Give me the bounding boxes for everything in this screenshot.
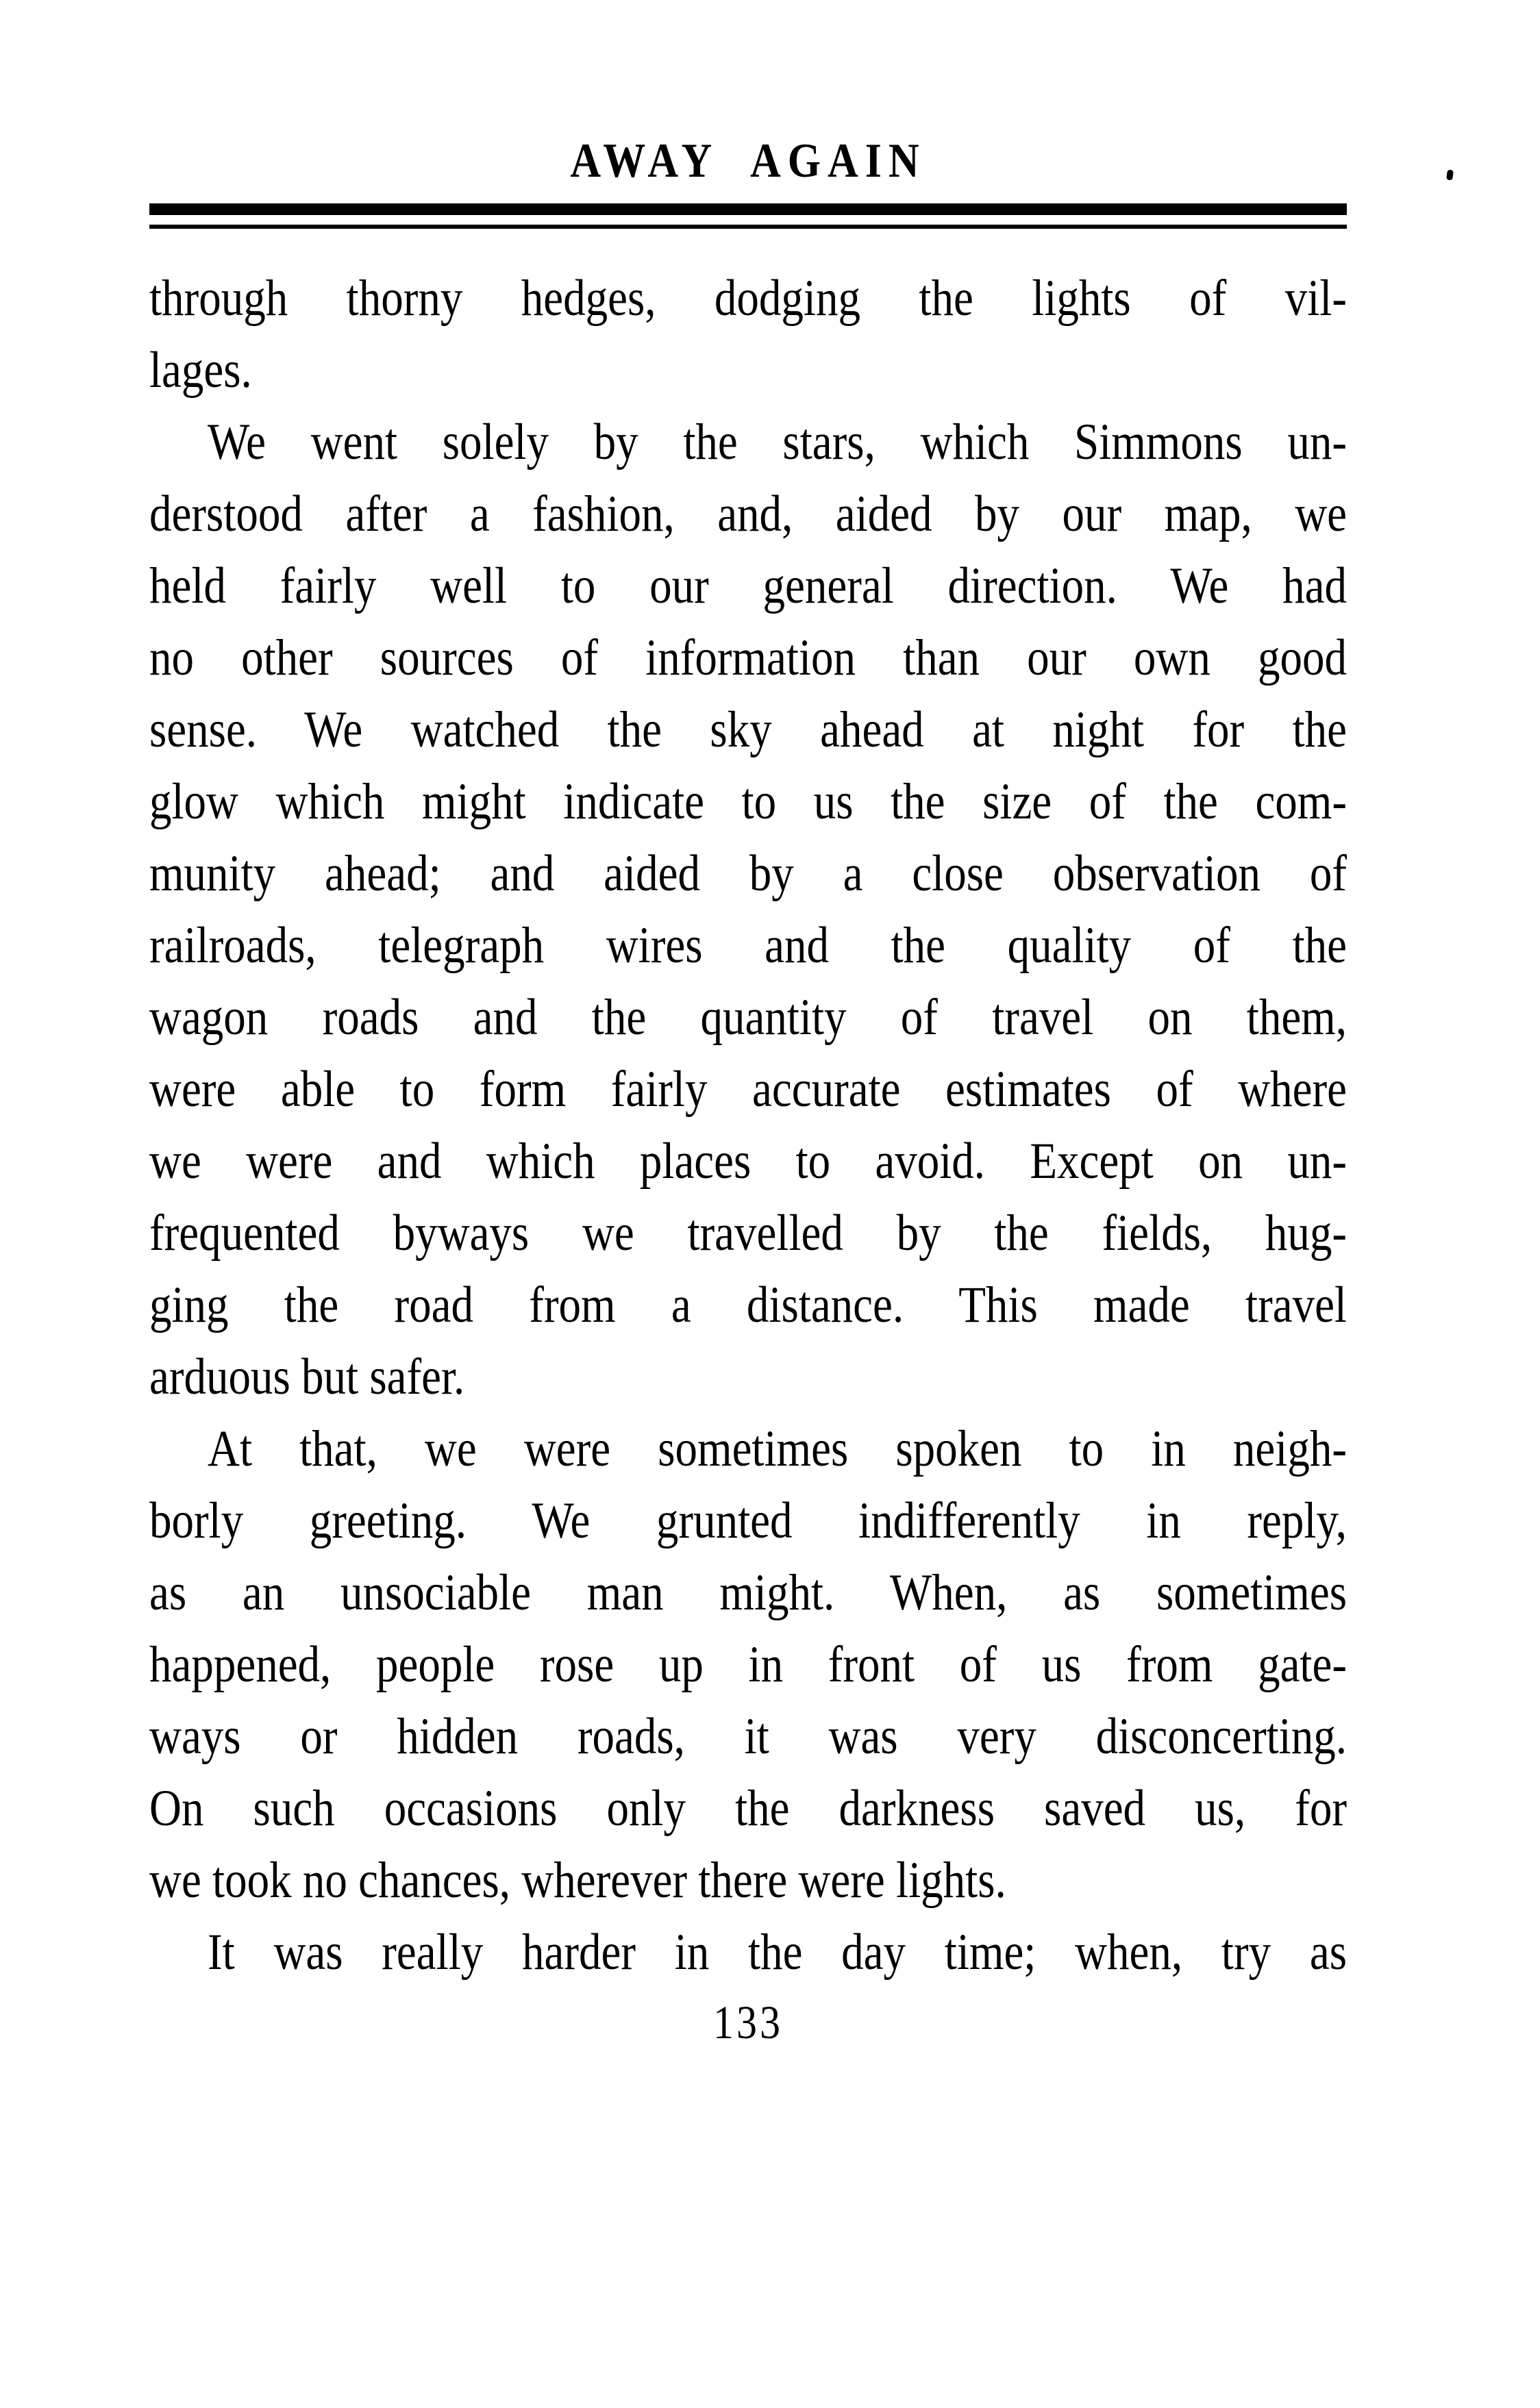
ink-speck	[1446, 169, 1454, 180]
text-line: no other sources of information than our own good	[149, 629, 1347, 687]
text-line: through thorny hedges, dodging the lights of vil-	[149, 270, 1347, 327]
text-line: we took no chances, wherever there were lights.	[149, 1852, 1006, 1909]
header-rule-thick	[149, 203, 1347, 215]
text-line: munity ahead; and aided by a close observation of	[149, 845, 1347, 903]
page-number: 133	[713, 1996, 783, 2048]
body-text	[149, 263, 1347, 1989]
text-line: lages.	[149, 342, 252, 399]
text-line: arduous but safer.	[149, 1349, 465, 1406]
running-header: AWAY AGAIN	[570, 134, 926, 188]
text-line: happened, people rose up in front of us from gate-	[149, 1636, 1347, 1694]
text-line: ging the road from a distance. This made travel	[149, 1277, 1347, 1334]
header-rule-thin	[149, 225, 1347, 229]
text-line: wagon roads and the quantity of travel on them,	[149, 989, 1347, 1046]
text-line: borly greeting. We grunted indifferently in reply,	[149, 1492, 1347, 1550]
text-line: It was really harder in the day time; when, try as	[208, 1924, 1347, 1981]
text-line: We went solely by the stars, which Simmons un-	[208, 414, 1347, 471]
text-line: On such occasions only the darkness saved us, for	[149, 1780, 1347, 1838]
text-line: sense. We watched the sky ahead at night for the	[149, 701, 1347, 759]
text-line: railroads, telegraph wires and the quality of the	[149, 917, 1347, 975]
text-line: glow which might indicate to us the size of the com-	[149, 773, 1347, 831]
text-line: as an unsociable man might. When, as sometimes	[149, 1564, 1347, 1622]
text-line: held fairly well to our general direction. We had	[149, 557, 1347, 615]
text-line: At that, we were sometimes spoken to in neigh-	[208, 1420, 1347, 1478]
text-line: frequented byways we travelled by the fields, hug-	[149, 1205, 1347, 1262]
text-line: were able to form fairly accurate estimates of where	[149, 1061, 1347, 1118]
text-line: derstood after a fashion, and, aided by our map, we	[149, 486, 1347, 543]
text-column	[149, 0, 1347, 2046]
text-line: ways or hidden roads, it was very disconcerting.	[149, 1708, 1347, 1766]
text-line: we were and which places to avoid. Except on un-	[149, 1133, 1347, 1190]
